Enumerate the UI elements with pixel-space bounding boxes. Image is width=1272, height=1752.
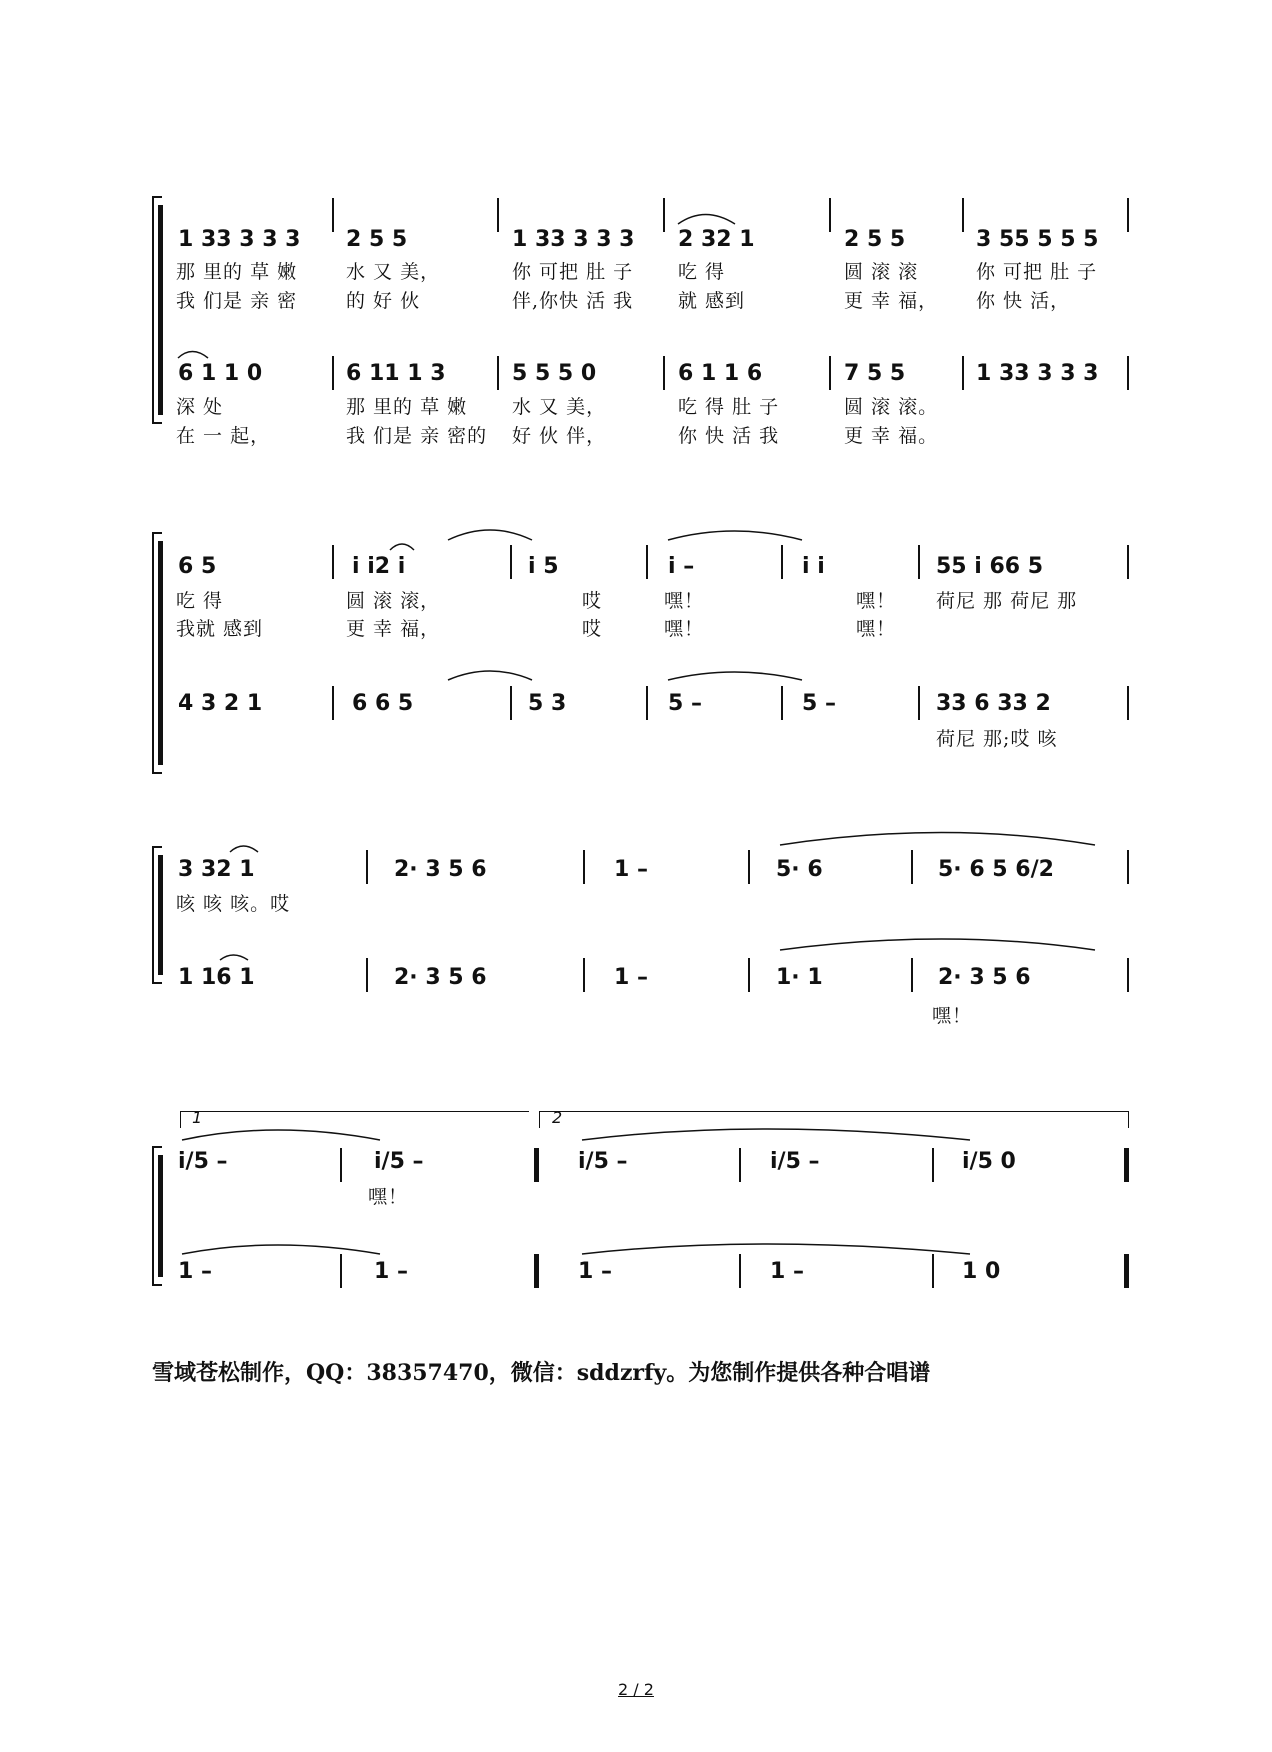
second-ending-label: 2 xyxy=(552,1108,563,1127)
lyric-verse-2: 好 伙 伴， xyxy=(512,425,607,447)
measure-notes: 33 6 33 2 xyxy=(936,691,1051,716)
barline xyxy=(739,1254,741,1288)
footer-credit: 雪域苍松制作，QQ：38357470，微信：sddzrfy。为您制作提供各种合唱谱 xyxy=(152,1360,931,1386)
measure-notes: 1 – xyxy=(614,965,648,990)
lyric-verse-2: 嘿！ xyxy=(856,618,897,640)
barline xyxy=(663,198,665,232)
lyric-verse-2: 哎 xyxy=(582,618,603,640)
measure-notes: 6 1 1 0 xyxy=(178,361,263,386)
measure-notes: 5 – xyxy=(802,691,836,716)
measure-notes: i i xyxy=(802,554,825,579)
measure-notes: 1 0 xyxy=(962,1259,1001,1284)
barline xyxy=(739,1148,741,1182)
measure-notes: i/5 – xyxy=(578,1149,628,1174)
barline xyxy=(1127,545,1129,579)
final-barline xyxy=(1124,1148,1129,1182)
barline xyxy=(1127,356,1129,390)
lyric-verse-1: 嘿！ xyxy=(932,1005,973,1027)
lyric-verse-2: 我就 感到 xyxy=(176,618,264,640)
lyric-verse-1: 水 又 美， xyxy=(512,396,607,418)
slur xyxy=(582,1129,970,1140)
barline xyxy=(497,356,499,390)
barline xyxy=(962,198,964,232)
barline xyxy=(911,850,913,884)
first-ending-label: 1 xyxy=(192,1108,203,1127)
slur xyxy=(668,672,802,680)
measure-notes: 2 5 5 xyxy=(844,227,906,252)
second-ending-bracket xyxy=(539,1111,1129,1128)
barline xyxy=(510,545,512,579)
measure-notes: 5 – xyxy=(668,691,702,716)
slur xyxy=(390,544,414,550)
lyric-verse-1: 荷尼 那;哎 咳 xyxy=(936,728,1058,750)
barline xyxy=(332,356,334,390)
lyric-verse-2: 你 快 活， xyxy=(976,290,1071,312)
final-barline xyxy=(1124,1254,1129,1288)
lyric-verse-2: 更 幸 福， xyxy=(844,290,939,312)
lyric-verse-1: 嘿！ xyxy=(664,590,705,612)
barline xyxy=(1127,850,1129,884)
lyric-verse-1: 哎 xyxy=(582,590,603,612)
measure-notes: 5· 6 5 6/2 xyxy=(938,857,1054,882)
lyric-verse-2: 更 幸 福。 xyxy=(844,425,939,447)
measure-notes: 2 5 5 xyxy=(346,227,408,252)
measure-notes: 2· 3 5 6 xyxy=(394,857,487,882)
barline xyxy=(583,958,585,992)
slur xyxy=(780,939,1095,950)
lyric-verse-1: 荷尼 那 荷尼 那 xyxy=(936,590,1078,612)
barline xyxy=(332,198,334,232)
barline xyxy=(332,545,334,579)
measure-notes: 1 33 3 3 3 xyxy=(512,227,635,252)
lyric-verse-1: 你 可把 肚 子 xyxy=(976,261,1098,283)
barline xyxy=(510,686,512,720)
barline xyxy=(932,1148,934,1182)
measure-notes: i/5 0 xyxy=(962,1149,1016,1174)
lyric-verse-1: 水 又 美， xyxy=(346,261,441,283)
system-3-bracket xyxy=(158,855,163,975)
measure-notes: 6 1 1 6 xyxy=(678,361,763,386)
barline xyxy=(748,850,750,884)
measure-notes: i – xyxy=(668,554,695,579)
measure-notes: 1 33 3 3 3 xyxy=(178,227,301,252)
measure-notes: 1 – xyxy=(578,1259,612,1284)
barline xyxy=(748,958,750,992)
slur xyxy=(582,1244,970,1254)
barline xyxy=(497,198,499,232)
barline xyxy=(829,356,831,390)
page-number-text: 2 / 2 xyxy=(618,1680,654,1699)
measure-notes: 5· 6 xyxy=(776,857,823,882)
barline xyxy=(646,545,648,579)
measure-notes: 1 – xyxy=(178,1259,212,1284)
measure-notes: 2· 3 5 6 xyxy=(938,965,1031,990)
measure-notes: 2 32 1 xyxy=(678,227,755,252)
barline xyxy=(1127,198,1129,232)
lyric-verse-2: 的 好 伙 xyxy=(346,290,421,312)
slur xyxy=(182,1130,380,1140)
slur xyxy=(230,846,258,852)
measure-notes: 6 6 5 xyxy=(352,691,414,716)
measure-notes: 1 – xyxy=(770,1259,804,1284)
slur xyxy=(678,215,735,225)
lyric-verse-1: 嘿！ xyxy=(856,590,897,612)
measure-notes: 5 3 xyxy=(528,691,567,716)
barline xyxy=(918,545,920,579)
lyric-verse-2: 更 幸 福， xyxy=(346,618,441,640)
page-number xyxy=(0,1680,1272,1699)
barline xyxy=(332,686,334,720)
measure-notes: i/5 – xyxy=(374,1149,424,1174)
lyric-verse-1: 吃 得 xyxy=(678,261,726,283)
lyric-verse-2: 你 快 活 我 xyxy=(678,425,780,447)
lyric-verse-1: 那 里的 草 嫩 xyxy=(176,261,298,283)
measure-notes: 2· 3 5 6 xyxy=(394,965,487,990)
measure-notes: 7 5 5 xyxy=(844,361,906,386)
repeat-barline xyxy=(534,1254,539,1288)
slur xyxy=(220,955,248,960)
lyric-verse-2: 就 感到 xyxy=(678,290,746,312)
measure-notes: i/5 – xyxy=(770,1149,820,1174)
barline xyxy=(1127,958,1129,992)
lyric-verse-1: 那 里的 草 嫩 xyxy=(346,396,468,418)
measure-notes: 1 33 3 3 3 xyxy=(976,361,1099,386)
system-3-brace xyxy=(152,846,154,984)
system-4-bracket xyxy=(158,1155,163,1277)
measure-notes: 55 i 66 5 xyxy=(936,554,1044,579)
lyric-verse-2: 在 一 起， xyxy=(176,425,271,447)
slur xyxy=(182,1245,380,1254)
system-1-bracket xyxy=(158,205,163,415)
system-4-brace xyxy=(152,1146,154,1286)
lyric-verse-2: 我 们是 亲 密 xyxy=(176,290,298,312)
slur xyxy=(448,530,532,540)
barline xyxy=(781,545,783,579)
measure-notes: 1· 1 xyxy=(776,965,823,990)
repeat-barline xyxy=(534,1148,539,1182)
barline xyxy=(340,1148,342,1182)
lyric-verse-1: 吃 得 xyxy=(176,590,224,612)
slur xyxy=(448,671,532,680)
barline xyxy=(646,686,648,720)
measure-notes: 3 55 5 5 5 xyxy=(976,227,1099,252)
measure-notes: 6 11 1 3 xyxy=(346,361,446,386)
measure-notes: 4 3 2 1 xyxy=(178,691,263,716)
lyric-verse-1: 圆 滚 滚 xyxy=(844,261,919,283)
measure-notes: i/5 – xyxy=(178,1149,228,1174)
slur xyxy=(668,531,802,540)
lyric-verse-2: 我 们是 亲 密的 xyxy=(346,425,488,447)
slur xyxy=(780,833,1095,846)
lyric-verse-1: 深 处 xyxy=(176,396,224,418)
measure-notes: 1 – xyxy=(614,857,648,882)
measure-notes: 1 16 1 xyxy=(178,965,255,990)
system-2-brace xyxy=(152,532,154,774)
barline xyxy=(583,850,585,884)
measure-notes: i 5 xyxy=(528,554,559,579)
slur xyxy=(178,352,208,359)
first-ending-bracket xyxy=(180,1111,529,1128)
measure-notes: 3 32 1 xyxy=(178,857,255,882)
system-2-bracket xyxy=(158,541,163,765)
barline xyxy=(911,958,913,992)
measure-notes: 6 5 xyxy=(178,554,217,579)
lyric-verse-1: 圆 滚 滚。 xyxy=(844,396,939,418)
measure-notes: 1 – xyxy=(374,1259,408,1284)
barline xyxy=(932,1254,934,1288)
system-1-brace xyxy=(152,196,154,424)
lyric-verse-1: 嘿！ xyxy=(368,1186,409,1208)
barline xyxy=(1127,686,1129,720)
lyric-verse-1: 吃 得 肚 子 xyxy=(678,396,780,418)
barline xyxy=(918,686,920,720)
measure-notes: 5 5 5 0 xyxy=(512,361,597,386)
measure-notes: i i2 i xyxy=(352,554,406,579)
barline xyxy=(366,958,368,992)
lyric-verse-2: 伴,你快 活 我 xyxy=(512,290,634,312)
lyric-verse-1: 圆 滚 滚， xyxy=(346,590,441,612)
barline xyxy=(663,356,665,390)
lyric-verse-1: 咳 咳 咳。哎 xyxy=(176,893,291,915)
barline xyxy=(962,356,964,390)
barline xyxy=(781,686,783,720)
lyric-verse-1: 你 可把 肚 子 xyxy=(512,261,634,283)
barline xyxy=(829,198,831,232)
barline xyxy=(366,850,368,884)
lyric-verse-2: 嘿！ xyxy=(664,618,705,640)
barline xyxy=(340,1254,342,1288)
